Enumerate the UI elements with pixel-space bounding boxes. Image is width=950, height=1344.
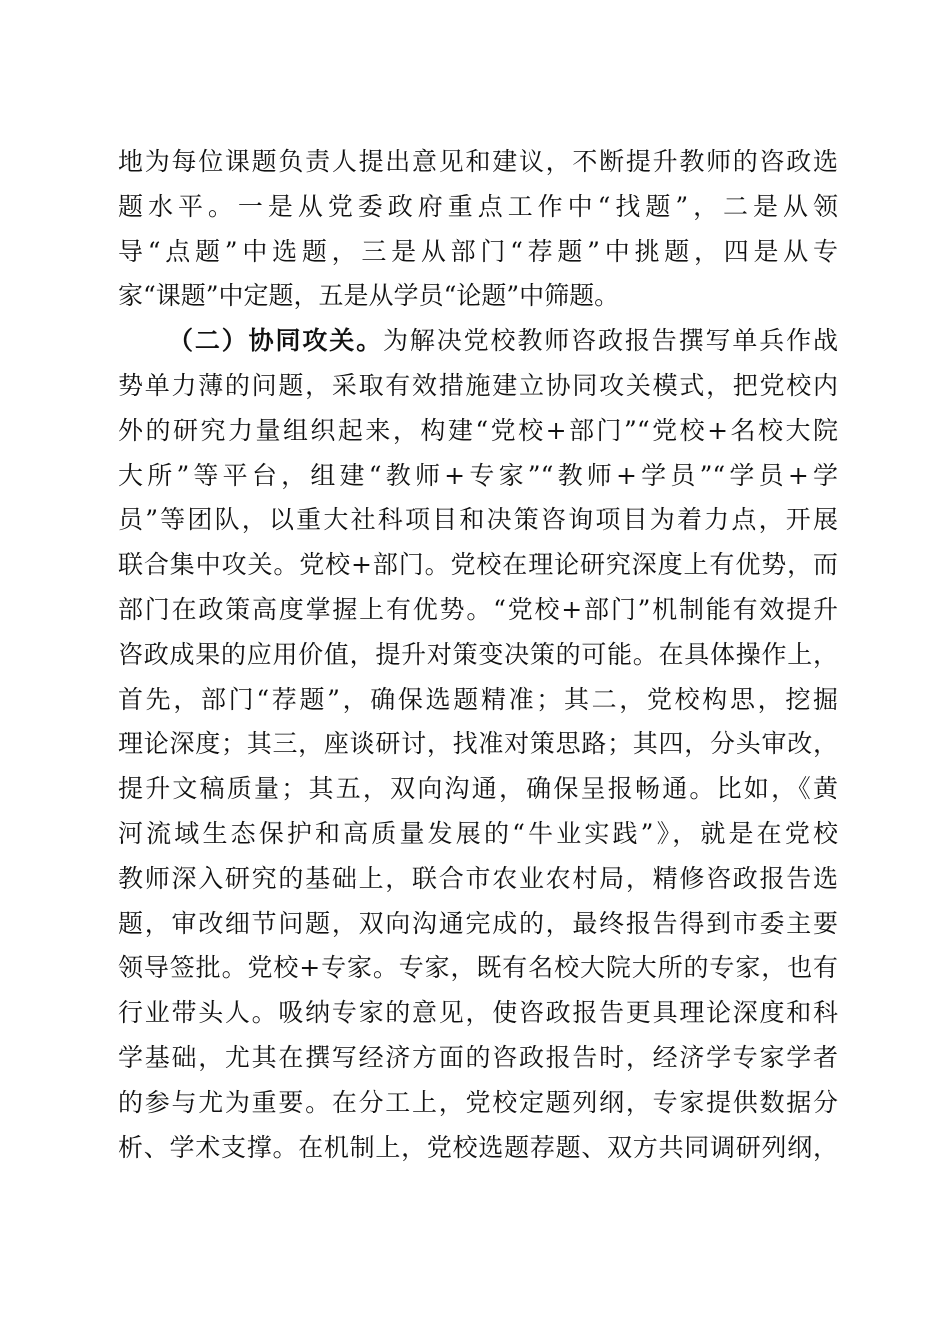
text-line: 领导签批。党校+专家。专家，既有名校大院大所的专家，也有 xyxy=(118,953,838,983)
text-line: 部门在政策高度掌握上有优势。“党校+部门”机制能有效提升 xyxy=(118,594,838,624)
text-line: 势单力薄的问题，采取有效措施建立协同攻关模式，把党校内 xyxy=(118,370,838,400)
section-heading: （二）协同攻关。 xyxy=(168,326,383,356)
text-line: 题水平。一是从党委政府重点工作中“找题”，二是从领 xyxy=(118,191,838,221)
text-line: 的参与尤为重要。在分工上，党校定题列纲，专家提供数据分 xyxy=(118,1087,838,1117)
text-line: 理论深度；其三，座谈研讨，找准对策思路；其四，分头审改， xyxy=(118,729,838,759)
text-line: 行业带头人。吸纳专家的意见，使咨政报告更具理论深度和科 xyxy=(118,998,838,1028)
text-line: 员”等团队，以重大社科项目和决策咨询项目为着力点，开展 xyxy=(118,505,838,535)
text-line: 提升文稿质量；其五，双向沟通，确保呈报畅通。比如，《黄 xyxy=(118,774,838,804)
text-line: 家“课题”中定题，五是从学员“论题”中筛题。 xyxy=(118,281,620,311)
text-line: 学基础，尤其在撰写经济方面的咨政报告时，经济学专家学者 xyxy=(118,1042,838,1072)
text-line: 大所”等平台，组建“教师+专家”“教师+学员”“学员+学 xyxy=(118,460,838,490)
text-line: 题，审改细节问题，双向沟通完成的，最终报告得到市委主要 xyxy=(118,908,838,938)
text-line: 教师深入研究的基础上，联合市农业农村局，精修咨政报告选 xyxy=(118,863,838,893)
text-line: 地为每位课题负责人提出意见和建议，不断提升教师的咨政选 xyxy=(118,147,838,176)
text-line: 析、学术支撑。在机制上，党校选题荐题、双方共同调研列纲， xyxy=(118,1132,838,1162)
text-line: 河流域生态保护和高质量发展的“牛业实践”》，就是在党校 xyxy=(118,818,838,848)
text-line: 联合集中攻关。党校+部门。党校在理论研究深度上有优势，而 xyxy=(118,550,838,580)
text-line: 咨政成果的应用价值，提升对策变决策的可能。在具体操作上， xyxy=(118,639,838,669)
text-line: 首先，部门“荐题”，确保选题精准；其二，党校构思，挖掘 xyxy=(118,684,838,714)
text-line: 导“点题”中选题，三是从部门“荐题”中挑题，四是从专 xyxy=(118,236,838,266)
section-first-line xyxy=(118,319,838,364)
body-text xyxy=(118,140,838,1170)
text-line: 外的研究力量组织起来，构建“党校+部门”“党校+名校大院 xyxy=(118,415,838,445)
section-first-line-text: 为解决党校教师咨政报告撰写单兵作战 xyxy=(383,326,838,356)
